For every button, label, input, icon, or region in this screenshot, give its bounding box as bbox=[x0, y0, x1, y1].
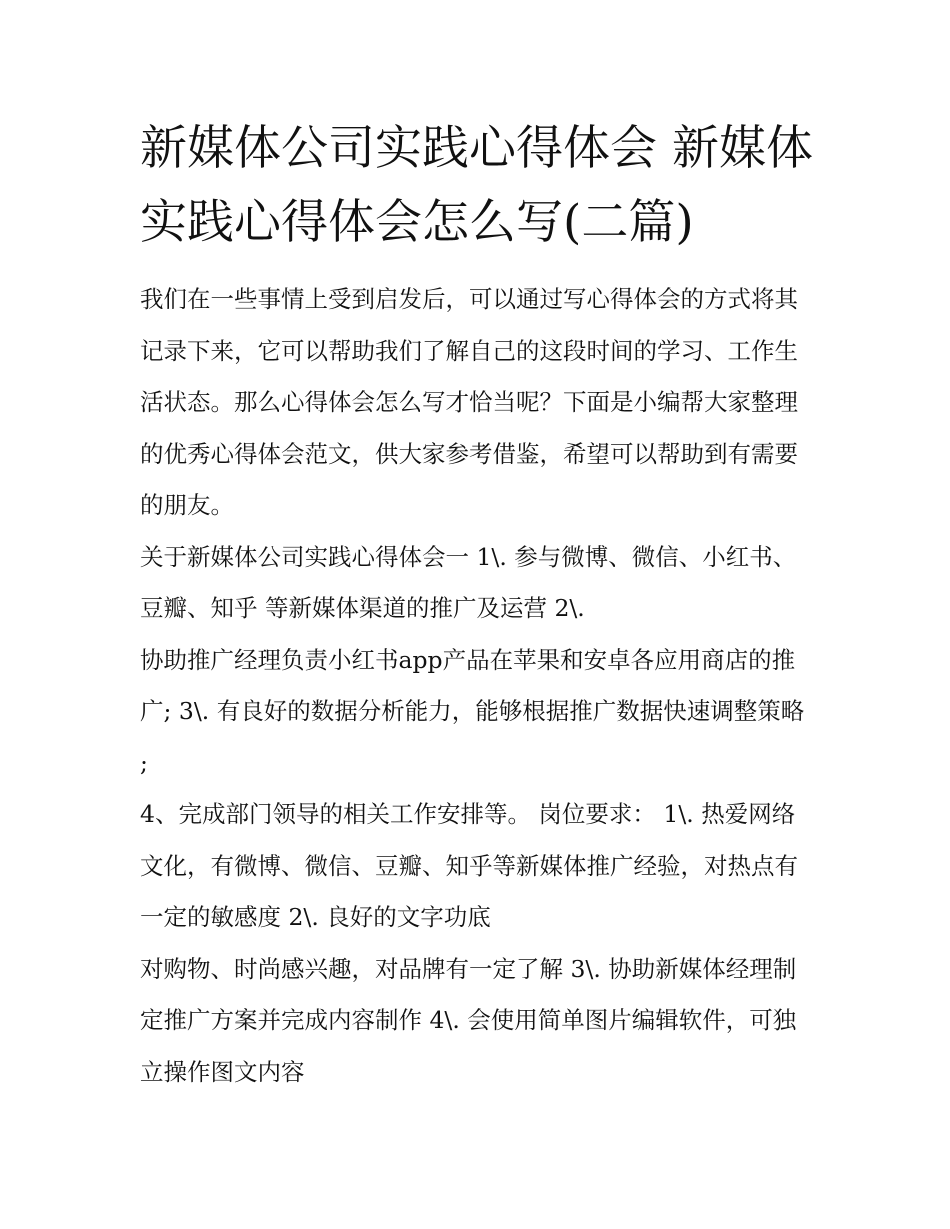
paragraph-duty-1: 关于新媒体公司实践心得体会一 1\. 参与微博、微信、小红书、豆瓣、知乎 等新媒体渠道的推广及运营 2\. bbox=[140, 542, 797, 622]
document-page bbox=[140, 112, 814, 1098]
paragraph-requirements-cont: 对购物、时尚感兴趣，对品牌有一定了解 3\. 协助新媒体经理制定推广方案并完成内容制作 4\. 会使用简单图片编辑软件，可独立操作图文内容 bbox=[140, 954, 797, 1086]
paragraph-duty-2: 协助推广经理负责小红书app产品在苹果和安卓各应用商店的推广; 3\. 有良好的数据分析能力，能够根据推广数据快速调整策略 ; bbox=[140, 645, 805, 777]
document-title: 新媒体公司实践心得体会 新媒体实践心得体会怎么写(二篇) bbox=[140, 121, 813, 250]
paragraph-duty-4-requirements: 4、完成部门领导的相关工作安排等。 岗位要求： 1\. 热爱网络文化，有微博、微信、豆瓣、知乎等新媒体推广经验，对热点有一定的敏感度 2\. 良好的文字功底 bbox=[140, 800, 798, 931]
paragraph-intro: 我们在一些事情上受到启发后，可以通过写心得体会的方式将其记录下来，它可以帮助我们了解自己的这段时间的学习、工作生活状态。那么心得体会怎么写才恰当呢？下面是小编帮大家整理的优秀心得体会范文，供大家参考借鉴，希望可以帮助到有需要的朋友。 bbox=[140, 285, 798, 519]
